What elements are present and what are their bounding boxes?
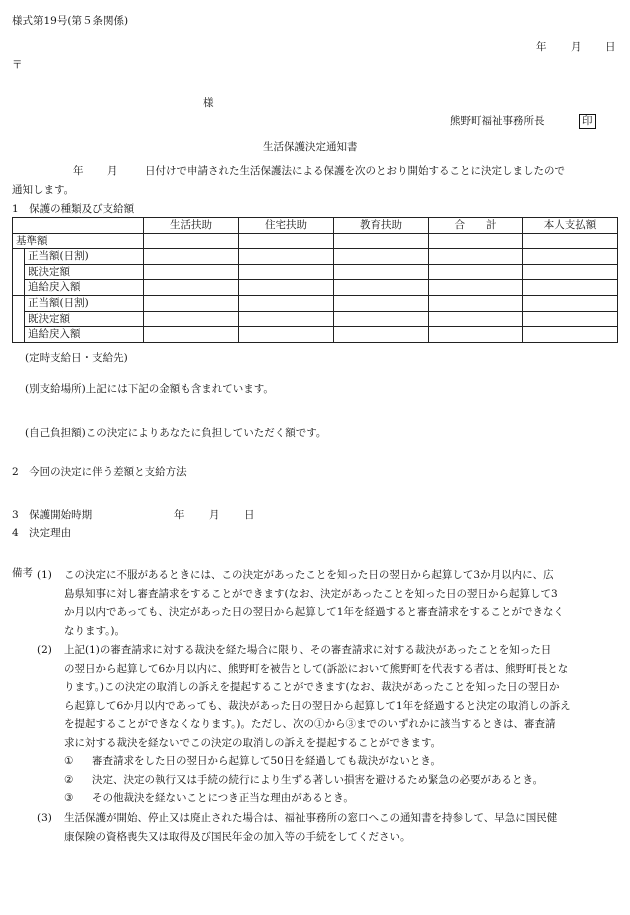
amount-cell	[523, 264, 618, 280]
row-label: 正当額(日割)	[25, 249, 144, 265]
subitem	[64, 771, 622, 790]
amount-cell	[144, 311, 239, 327]
amount-cell	[239, 295, 334, 311]
column-header: 住宅扶助	[239, 218, 334, 234]
group-b-marker	[13, 295, 25, 342]
column-header: 生活扶助	[144, 218, 239, 234]
amount-cell	[523, 249, 618, 265]
amount-cell	[334, 327, 429, 343]
note-line: ら起算して6か月以内であっても、裁決があった日の翌日から起算して1年を経過すると決定の取消しの訴え	[64, 699, 571, 712]
amount-cell	[144, 264, 239, 280]
note-number: (1)	[37, 569, 52, 581]
section2-heading: 2 今回の決定に伴う差額と支給方法	[12, 466, 187, 478]
amount-cell	[239, 311, 334, 327]
subitem	[64, 789, 622, 808]
column-header: 合 計	[429, 218, 523, 234]
note-number: (2)	[37, 644, 52, 656]
seal-text: 印	[579, 114, 596, 129]
seal-mark	[579, 114, 596, 129]
amount-cell	[144, 249, 239, 265]
column-header: 本人支払額	[523, 218, 618, 234]
payment-day-label: (定時支給日・支給先)	[25, 352, 128, 364]
document-title: 生活保護決定通知書	[263, 141, 358, 153]
amount-cell	[429, 280, 523, 296]
intro-text: 日付けで申請された生活保護法による保護を次のとおり開始することに決定しましたので	[145, 165, 565, 177]
section4-heading: 4 決定理由	[12, 527, 72, 539]
column-header: 教育扶助	[334, 218, 429, 234]
date-day: 日	[605, 41, 616, 53]
intro-text-cont: 通知します。	[12, 184, 75, 196]
header-blank-cell	[13, 218, 144, 234]
self-burden-note: (自己負担額)この決定によりあなたに負担していただく額です。	[25, 427, 327, 439]
intro-month: 月	[107, 165, 118, 177]
amount-cell	[429, 264, 523, 280]
row-label: 追給戻入額	[25, 327, 144, 343]
amount-cell	[144, 233, 239, 249]
table-row	[13, 233, 618, 249]
date-month: 月	[571, 41, 582, 53]
table-row	[13, 264, 618, 280]
note-line: 島県知事に対し審査請求をすることができます(なお、決定があったことを知った日の翌日から起算して3	[64, 587, 558, 600]
table-row	[13, 280, 618, 296]
addressee-suffix: 様	[203, 97, 214, 109]
notes-label: 備考	[12, 567, 33, 579]
issuer-name: 熊野町福祉事務所長	[450, 115, 545, 127]
subitem-number: ③	[64, 792, 74, 804]
amount-cell	[144, 295, 239, 311]
note-line: この決定に不服があるときには、この決定があったことを知った日の翌日から起算して3か月以内に、広	[64, 569, 554, 581]
note-line: の翌日から起算して6か月以内に、熊野町を被告として(訴訟において熊野町を代表する者は、熊野町長とな	[64, 662, 569, 675]
note-line: ります。)この決定の取消しの訴えを提起することができます(なお、裁決があったことを知った日の翌日か	[64, 681, 560, 693]
row-label: 追給戻入額	[25, 280, 144, 296]
start-month: 月	[209, 509, 220, 521]
amount-cell	[239, 327, 334, 343]
table-row	[13, 295, 618, 311]
group-a-marker	[13, 249, 25, 296]
amount-cell	[429, 327, 523, 343]
table-row	[13, 249, 618, 265]
date-year: 年	[536, 41, 547, 53]
row-label: 正当額(日割)	[25, 295, 144, 311]
amount-cell	[429, 233, 523, 249]
row-label: 既決定額	[25, 311, 144, 327]
amount-cell	[144, 327, 239, 343]
note-item-2	[37, 641, 622, 808]
form-label: 様式第19号(第５条関係)	[12, 15, 129, 27]
amount-cell	[523, 280, 618, 296]
table-row	[13, 311, 618, 327]
table-header-row	[13, 218, 618, 234]
separate-payment-note: (別支給場所)上記には下記の金額も含まれています。	[25, 383, 274, 395]
subitem-text: その他裁決を経ないことにつき正当な理由があるとき。	[92, 792, 354, 804]
section1-heading: 1 保護の種類及び支給額	[12, 203, 135, 215]
amount-cell	[334, 233, 429, 249]
amount-cell	[334, 295, 429, 311]
note-line: 生活保護が開始、停止又は廃止された場合は、福祉事務所の窓口へこの通知書を持参して、早急に国民健	[64, 812, 558, 824]
amount-cell	[144, 280, 239, 296]
note-item-1	[37, 566, 622, 640]
note-line: なります。)。	[64, 624, 126, 637]
subitem-text: 審査請求をした日の翌日から起算して50日を経過しても裁決がないとき。	[92, 755, 441, 767]
row-label: 既決定額	[25, 264, 144, 280]
subitem	[64, 752, 622, 771]
intro-year: 年	[73, 165, 84, 177]
postal-mark: 〒	[12, 59, 23, 71]
amount-table	[12, 217, 618, 343]
amount-cell	[523, 295, 618, 311]
start-year: 年	[174, 509, 185, 521]
amount-cell	[523, 311, 618, 327]
amount-cell	[429, 249, 523, 265]
amount-cell	[429, 311, 523, 327]
amount-cell	[334, 249, 429, 265]
amount-cell	[334, 311, 429, 327]
table-row	[13, 327, 618, 343]
subitem-number: ②	[64, 773, 74, 786]
note-item-3	[37, 809, 622, 846]
note-line: か月以内であっても、決定があった日の翌日から起算して1年を経過すると審査請求をすることができなく	[64, 606, 564, 618]
amount-cell	[429, 295, 523, 311]
note-line: 求に対する裁決を経ないでこの決定の取消しの訴えを提起することができます。	[64, 736, 442, 749]
row-label-base: 基準額	[13, 233, 144, 249]
amount-cell	[523, 233, 618, 249]
amount-cell	[239, 264, 334, 280]
note-line: 康保険の資格喪失又は取得及び国民年金の加入等の手続をしてください。	[64, 830, 411, 843]
amount-cell	[523, 327, 618, 343]
amount-cell	[334, 264, 429, 280]
subitem-text: 決定、決定の執行又は手続の続行により生ずる著しい損害を避けるため緊急の必要があるとき。	[92, 773, 544, 786]
subitem-number: ①	[64, 755, 74, 767]
note-line: 上記(1)の審査請求に対する裁決を経た場合に限り、その審査請求に対する裁決があったことを知った日	[64, 644, 552, 656]
section3-heading: 3 保護開始時期	[12, 509, 93, 521]
note-line: を提起することができなくなります。)。ただし、次の①から③までのいずれかに該当するときは、審査請	[64, 718, 556, 730]
amount-cell	[239, 280, 334, 296]
amount-cell	[239, 233, 334, 249]
note-number: (3)	[37, 812, 52, 824]
amount-cell	[334, 280, 429, 296]
amount-cell	[239, 249, 334, 265]
start-day: 日	[244, 509, 255, 521]
